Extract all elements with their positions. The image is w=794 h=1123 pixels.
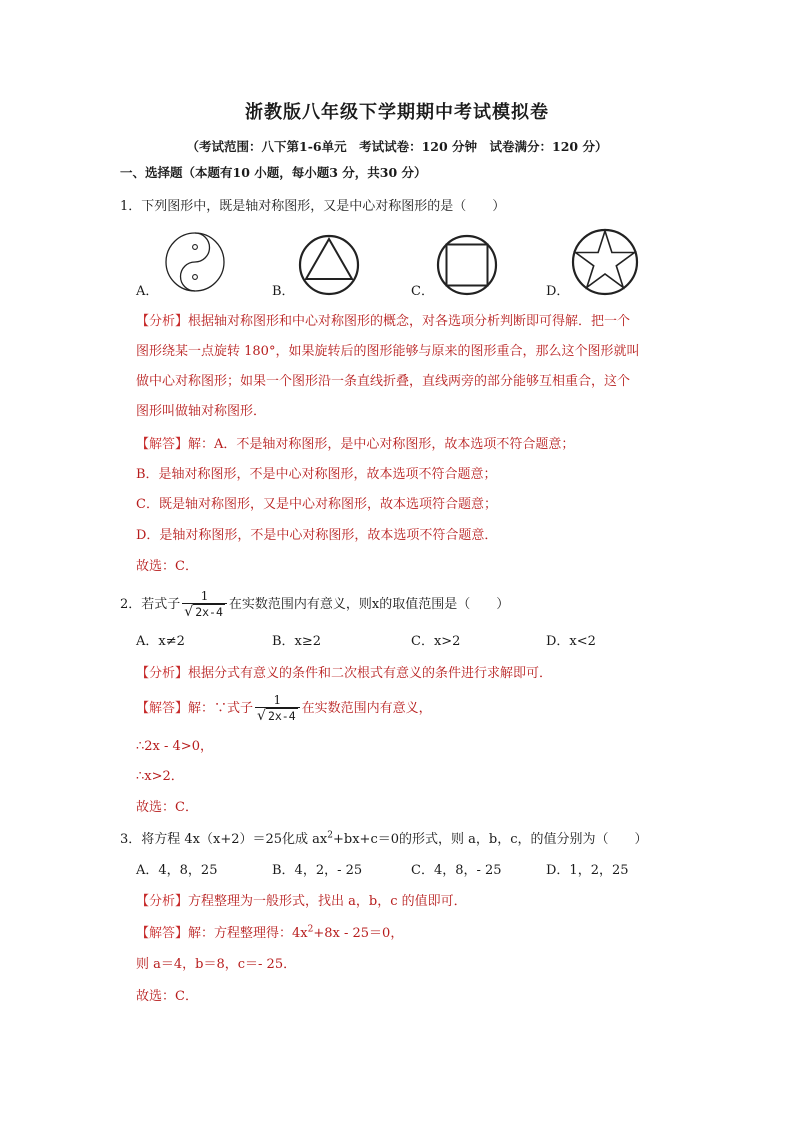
q3-option-c: C．4，8，- 25 (411, 863, 502, 878)
q1-stem: 1．下列图形中，既是轴对称图形，又是中心对称图形的是（ ） (120, 199, 506, 214)
q1-answer-line-4: D．是轴对称图形，不是中心对称图形，故本选项不符合题意． (136, 528, 498, 543)
q2-step-1: ∴2x - 4>0， (136, 739, 213, 754)
q1-option-b: B． (272, 284, 295, 299)
q1-option-c: C． (411, 284, 434, 299)
q1-answer-line-3: C．既是轴对称图形，又是中心对称图形，故本选项符合题意； (136, 497, 497, 512)
square-in-circle-icon (435, 233, 499, 297)
q3-values: 则 a＝4，b＝8，c＝- 25． (136, 957, 297, 972)
q3-option-d: D．1，2，25 (546, 863, 629, 878)
q2-option-c: C．x>2 (411, 634, 461, 649)
triangle-in-circle-icon (297, 233, 361, 297)
q1-choice: 故选：C． (136, 559, 198, 574)
q3-analysis: 【分析】方程整理为一般形式，找出 a，b，c 的值即可． (136, 894, 467, 909)
yin-yang-icon (163, 230, 227, 294)
q1-analysis-line-4: 图形叫做轴对称图形． (136, 404, 267, 419)
q2-stem: 2．若式子 $\frac{1}{√ 2x-4}$ 在实数范围内有意义，则x的取值范围是（ ） (120, 589, 510, 620)
q2-analysis: 【分析】根据分式有意义的条件和二次根式有意义的条件进行求解即可． (136, 666, 553, 681)
page-title: 浙教版八年级下学期期中考试模拟卷 (245, 102, 549, 123)
q2-choice: 故选：C． (136, 800, 198, 815)
q3-option-b: B．4，2，- 25 (272, 863, 363, 878)
exam-info: （考试范围：八下第1-6单元 考试试卷：120 分钟 试卷满分：120 分） (186, 139, 608, 154)
q2-fraction: $\frac{1}{√ 2x-4}$ (182, 589, 227, 620)
q2-step-2: ∴x>2． (136, 769, 184, 784)
q2-answer: 【解答】解：∵式子 $\frac{1}{√ 2x-4}$ 在实数范围内有意义， (136, 693, 432, 724)
q1-option-d: D． (546, 284, 570, 299)
q2-option-d: D．x<2 (546, 634, 596, 649)
q1-option-a: A． (136, 284, 159, 299)
q3-stem: 3．将方程 4x（x+2）＝25化成 $ax^2+bx+c=0$的形式，则 a，b，c，的值分别为（ ） (120, 830, 648, 847)
star-in-circle-icon (570, 227, 640, 297)
answer-tag: 【解答】 (136, 437, 189, 452)
q1-answer-line-2: B．是轴对称图形，不是中心对称图形，故本选项不符合题意； (136, 467, 497, 482)
q1-answer-line-1: 【解答】解：A．不是轴对称图形，是中心对称图形，故本选项不符合题意； (136, 437, 575, 452)
q3-answer: 【解答】解：方程整理得：$4x^2+8x - 25=0$， (136, 924, 404, 941)
section-heading: 一、选择题（本题有10 小题，每小题3 分，共30 分） (120, 165, 427, 180)
analysis-tag: 【分析】 (136, 314, 189, 329)
q2-option-a: A．x≠2 (136, 634, 185, 649)
q1-analysis-line-3: 做中心对称图形；如果一个图形沿一条直线折叠，直线两旁的部分能够互相重合，这个 (136, 374, 631, 389)
q3-option-a: A．4，8，25 (136, 863, 218, 878)
q3-choice: 故选：C． (136, 989, 198, 1004)
q2-answer-fraction: $\frac{1}{√ 2x-4}$ (255, 693, 300, 724)
q1-analysis-line-2: 图形绕某一点旋转 180°，如果旋转后的图形能够与原来的图形重合，那么这个图形就叫 (136, 344, 640, 359)
q1-analysis-line-1: 【分析】根据轴对称图形和中心对称图形的概念，对各选项分析判断即可得解．把一个 (136, 314, 631, 329)
q2-option-b: B．x≥2 (272, 634, 322, 649)
